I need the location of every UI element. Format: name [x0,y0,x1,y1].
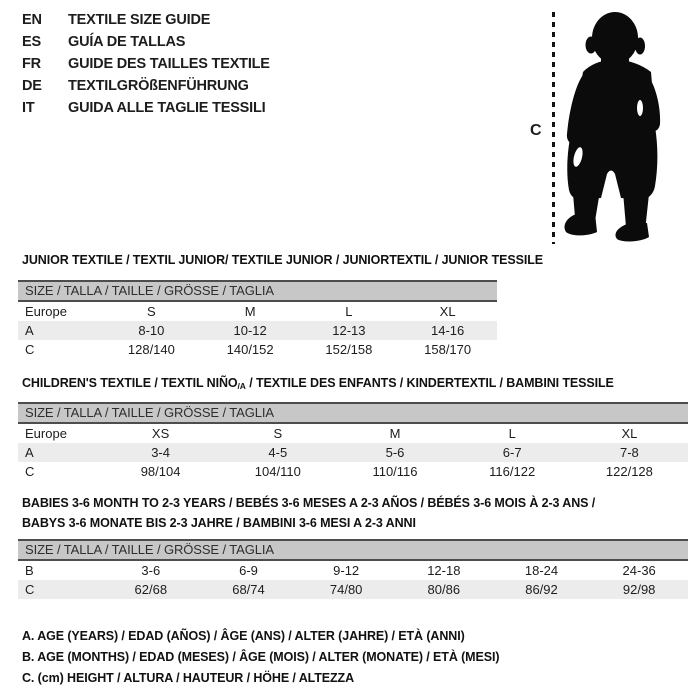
language-label: GUÍA DE TALLAS [68,34,186,50]
size-header-bar: SIZE / TALLA / TAILLE / GRÖSSE / TAGLIA [18,280,497,302]
size-cell: 104/110 [254,464,301,479]
size-cell: 158/170 [424,342,472,357]
babies-title-line-2: BABYS 3-6 MONATE BIS 2-3 JAHRE / BAMBINI 3-6 MESI A 2-3 ANNI [22,516,416,530]
language-code: IT [22,100,35,116]
size-cell: 3-4 [151,445,170,460]
table-row-age [18,321,497,340]
language-row-de [22,75,270,97]
legend-notes [22,626,499,689]
size-header-bar: SIZE / TALLA / TAILLE / GRÖSSE / TAGLIA [18,402,688,424]
children-title-subscript: /A [237,381,246,391]
row-label: A [25,323,34,338]
size-cell: 128/140 [127,342,175,357]
size-cell: 12-13 [332,323,366,338]
size-cell: L [345,304,353,319]
language-row-es [22,31,270,53]
size-cell: 6-9 [239,563,258,578]
language-label: GUIDA ALLE TAGLIE TESSILI [68,100,266,116]
table-row-height [18,340,497,359]
row-label: Europe [25,426,67,441]
children-title-main: CHILDREN'S TEXTILE / TEXTIL NIÑO [22,376,238,390]
table-row-months [18,561,688,580]
row-label: C [25,464,35,479]
table-row-height [18,580,688,599]
table-row-height [18,462,688,481]
size-cell: 8-10 [138,323,165,338]
language-label: GUIDE DES TAILLES TEXTILE [68,56,270,72]
note-height-cm: C. (cm) HEIGHT / ALTURA / HAUTEUR / HÖHE / ALTEZZA [22,671,355,685]
table-row-age [18,443,688,462]
size-cell: 122/128 [605,464,653,479]
height-measure-figure [528,4,696,252]
children-section-title [22,376,614,391]
language-code: EN [22,12,42,28]
size-cell: 110/116 [372,464,418,479]
size-cell: M [389,426,401,441]
size-cell: XS [151,426,170,441]
size-cell: 9-12 [333,563,360,578]
table-row-europe [18,302,497,321]
size-cell: 24-36 [622,563,656,578]
junior-section-title: JUNIOR TEXTILE / TEXTIL JUNIOR/ TEXTILE JUNIOR / JUNIORTEXTIL / JUNIOR TESSILE [22,253,543,267]
size-cell: 68/74 [232,582,265,597]
height-measure-dashed-line [552,12,555,244]
size-cell: L [508,426,516,441]
size-cell: 14-16 [431,323,465,338]
note-age-months: B. AGE (MONTHS) / EDAD (MESES) / ÂGE (MOIS) / ALTER (MONATE) / ETÀ (MESI) [22,650,500,664]
language-code: DE [22,78,42,94]
size-cell: 62/68 [134,582,168,597]
size-cell: 4-5 [268,445,288,460]
size-cell: XL [621,426,638,441]
language-row-en [22,9,270,31]
size-cell: 18-24 [524,563,559,578]
size-cell: M [244,304,256,319]
size-cell: 80/86 [427,582,461,597]
babies-title-line-1: BABIES 3-6 MONTH TO 2-3 YEARS / BEBÉS 3-6 MESES A 2-3 AÑOS / BÉBÉS 3-6 MOIS À 2-3 ANS / [22,496,596,510]
row-label: B [25,563,34,578]
size-cell: 116/122 [489,464,536,479]
row-label: C [25,582,35,597]
size-cell: XL [439,304,456,319]
row-label: A [25,445,34,460]
row-label: C [25,342,35,357]
babies-size-table [18,539,688,599]
language-label: TEXTILGRÖßENFÜHRUNG [68,78,249,94]
language-code: ES [22,34,41,50]
table-row-europe [18,424,688,443]
size-cell: 3-6 [141,563,161,578]
size-cell: 98/104 [140,464,181,479]
size-cell: 5-6 [385,445,405,460]
size-cell: 6-7 [502,445,522,460]
size-cell: S [273,426,283,441]
size-cell: 74/80 [329,582,363,597]
size-cell: 86/92 [525,582,558,597]
measure-c-label: C [530,122,542,139]
size-header-bar: SIZE / TALLA / TAILLE / GRÖSSE / TAGLIA [18,539,688,561]
toddler-silhouette-icon [563,6,667,246]
size-cell: 12-18 [427,563,461,578]
language-row-fr [22,53,270,75]
size-cell: 140/152 [226,342,274,357]
junior-size-table [18,280,497,359]
babies-section-title [22,493,595,533]
size-cell: 10-12 [233,323,267,338]
language-title-list [22,9,270,119]
children-size-table [18,402,688,481]
language-code: FR [22,56,41,72]
row-label: Europe [25,304,67,319]
language-label: TEXTILE SIZE GUIDE [68,12,211,28]
size-cell: 92/98 [622,582,656,597]
children-title-rest: / TEXTILE DES ENFANTS / KINDERTEXTIL / BAMBINI TESSILE [245,376,614,390]
size-cell: 152/158 [325,342,373,357]
note-age-years: A. AGE (YEARS) / EDAD (AÑOS) / ÂGE (ANS) / ALTER (JAHRE) / ETÀ (ANNI) [22,629,465,643]
language-row-it [22,97,270,119]
size-cell: 7-8 [619,445,639,460]
size-cell: S [147,304,156,319]
